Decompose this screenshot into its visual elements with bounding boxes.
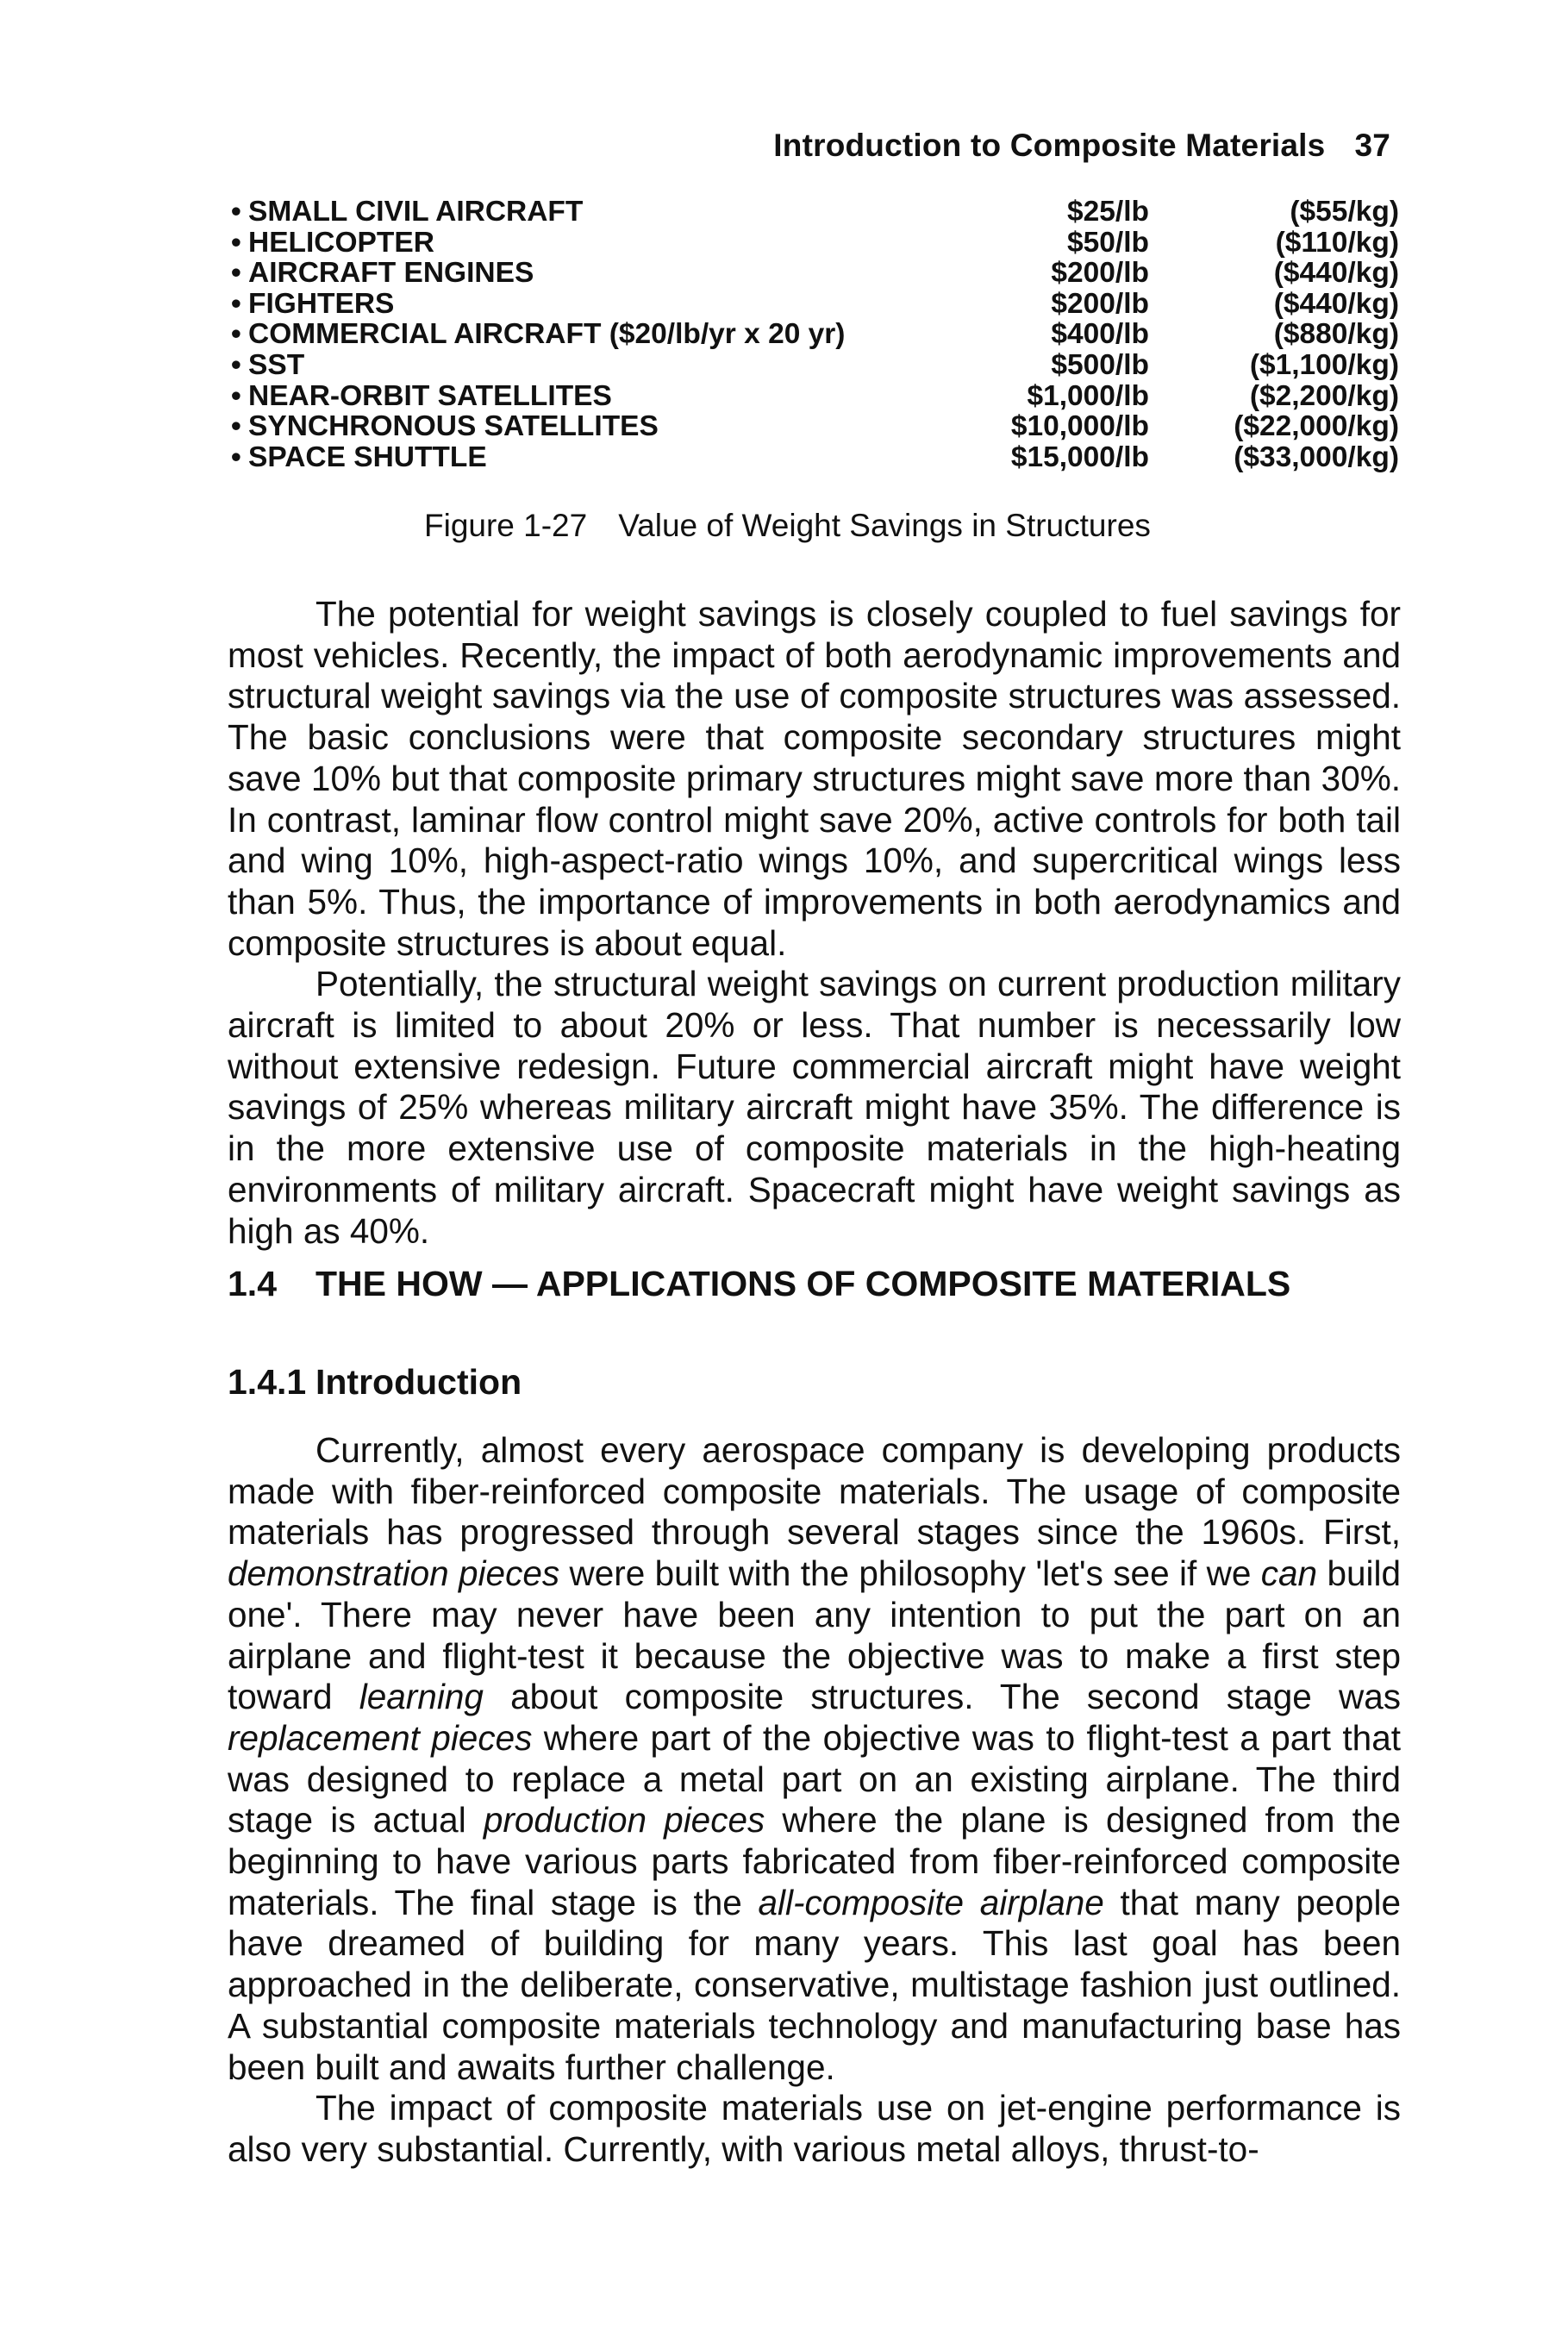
emphasis: replacement pieces <box>228 1717 533 1758</box>
page-number: 37 <box>1354 128 1390 163</box>
table-row <box>231 411 1399 442</box>
subsection-number: 1.4.1 <box>228 1362 307 1402</box>
bullet-icon: • <box>231 318 241 351</box>
bullet-icon: • <box>231 287 241 320</box>
row-per-lb: $10,000/lb <box>1010 410 1149 443</box>
bullet-icon: • <box>231 349 241 382</box>
figure-caption-label: Figure 1-27 <box>424 508 588 543</box>
row-per-kg: ($1,100/kg) <box>1249 349 1399 382</box>
paragraph: Potentially, the structural weight savings on current production military aircraft is limited to about 20% or less. That number is necessarily low without extensive redesign. Future commercial aircraft might have weight savings of 25% whereas military aircraft might have 35%. The difference is in the more extensive use of composite materials in the high-heating environments of military aircraft. Spacecraft might have weight savings as high as 40%. <box>228 964 1401 1251</box>
row-per-lb: $1,000/lb <box>1027 379 1149 412</box>
body-text-block-1 <box>228 594 1401 1252</box>
table-row <box>231 228 1399 259</box>
weight-savings-value-table <box>231 197 1399 472</box>
row-per-lb: $200/lb <box>1051 287 1149 320</box>
intro-paragraph: Currently, almost every aerospace company is developing products made with fiber-reinforced composite materials. The usage of composite materials has progressed through several stages since the 1960s. First, demonstration pieces were built with the philosophy 'let's see if we can build one'. There may never have been any intention to put the part on an airplane and flight-test it because the objective was to make a first step toward learning about composite structures. The second stage was replacement pieces where part of the objective was to flight-test a part that was designed to replace a metal part on an existing airplane. The third stage is actual production pieces where the plane is designed from the beginning to have various parts fabricated from fiber-reinforced composite materials. The final stage is the all-composite airplane that many people have dreamed of building for many years. This last goal has been approached in the deliberate, conservative, multistage fashion just outlined. A substantial composite materials technology and manufacturing base has been built and awaits further challenge. <box>228 1430 1402 2087</box>
row-per-kg: ($110/kg) <box>1275 226 1399 259</box>
table-row <box>231 381 1399 412</box>
row-per-lb: $15,000/lb <box>1010 441 1149 473</box>
row-per-kg: ($880/kg) <box>1273 318 1399 351</box>
row-per-lb: $200/lb <box>1051 257 1149 290</box>
row-item: NEAR-ORBIT SATELLITES <box>248 379 612 412</box>
row-item: SYNCHRONOUS SATELLITES <box>248 410 659 443</box>
bullet-icon: • <box>231 410 241 443</box>
running-header <box>773 128 1390 164</box>
row-item: HELICOPTER <box>248 226 434 259</box>
table-row <box>231 197 1399 228</box>
row-item: COMMERCIAL AIRCRAFT ($20/lb/yr x 20 yr) <box>248 318 846 351</box>
body-text-block-2 <box>228 1430 1401 2171</box>
paragraph: The potential for weight savings is closely coupled to fuel savings for most vehicles. Recently, the impact of both aerodynamic improvements and structural weight savings via the use of composite structures was assessed. The basic conclusions were that composite secondary structures might save 10% but that composite primary structures might save more than 30%. In contrast, laminar flow control might save 20%, active controls for both tail and wing 10%, high-aspect-ratio wings 10%, and supercritical wings less than 5%. Thus, the importance of improvements in both aerodynamics and composite structures is about equal. <box>228 594 1401 963</box>
row-per-kg: ($22,000/kg) <box>1234 410 1399 443</box>
row-item: FIGHTERS <box>248 287 395 320</box>
emphasis: production pieces <box>483 1800 765 1840</box>
table-row <box>231 442 1399 473</box>
table-row <box>231 350 1399 381</box>
bullet-icon: • <box>231 379 241 412</box>
paragraph: The impact of composite materials use on jet-engine performance is also very substantial. Currently, with various metal alloys, thrust-to- <box>228 2088 1401 2169</box>
table-row <box>231 289 1399 320</box>
row-per-lb: $50/lb <box>1067 226 1149 259</box>
bullet-icon: • <box>231 226 241 259</box>
emphasis: learning <box>359 1677 484 1717</box>
row-per-kg: ($440/kg) <box>1273 257 1399 290</box>
subsection-heading <box>228 1362 522 1403</box>
row-item: AIRCRAFT ENGINES <box>248 257 534 290</box>
table-row <box>231 258 1399 289</box>
row-per-kg: ($55/kg) <box>1290 196 1399 228</box>
row-item: SMALL CIVIL AIRCRAFT <box>248 196 584 228</box>
emphasis: all-composite airplane <box>758 1882 1104 1922</box>
row-per-kg: ($440/kg) <box>1273 287 1399 320</box>
row-per-lb: $400/lb <box>1051 318 1149 351</box>
section-heading <box>228 1264 1290 1304</box>
section-title: THE HOW — APPLICATIONS OF COMPOSITE MATERIALS <box>315 1264 1291 1303</box>
emphasis: can <box>1260 1553 1318 1594</box>
emphasis: demonstration pieces <box>228 1553 560 1594</box>
row-item: SPACE SHUTTLE <box>248 441 487 473</box>
running-header-title: Introduction to Composite Materials <box>773 128 1326 163</box>
figure-caption <box>424 508 1151 544</box>
bullet-icon: • <box>231 196 241 228</box>
table-row <box>231 319 1399 350</box>
subsection-title: Introduction <box>315 1362 522 1402</box>
row-per-kg: ($33,000/kg) <box>1234 441 1399 473</box>
figure-caption-text: Value of Weight Savings in Structures <box>618 508 1151 543</box>
bullet-icon: • <box>231 257 241 290</box>
section-number: 1.4 <box>228 1264 277 1303</box>
row-per-kg: ($2,200/kg) <box>1249 379 1399 412</box>
bullet-icon: • <box>231 441 241 473</box>
row-item: SST <box>248 349 305 382</box>
row-per-lb: $500/lb <box>1051 349 1149 382</box>
row-per-lb: $25/lb <box>1067 196 1149 228</box>
